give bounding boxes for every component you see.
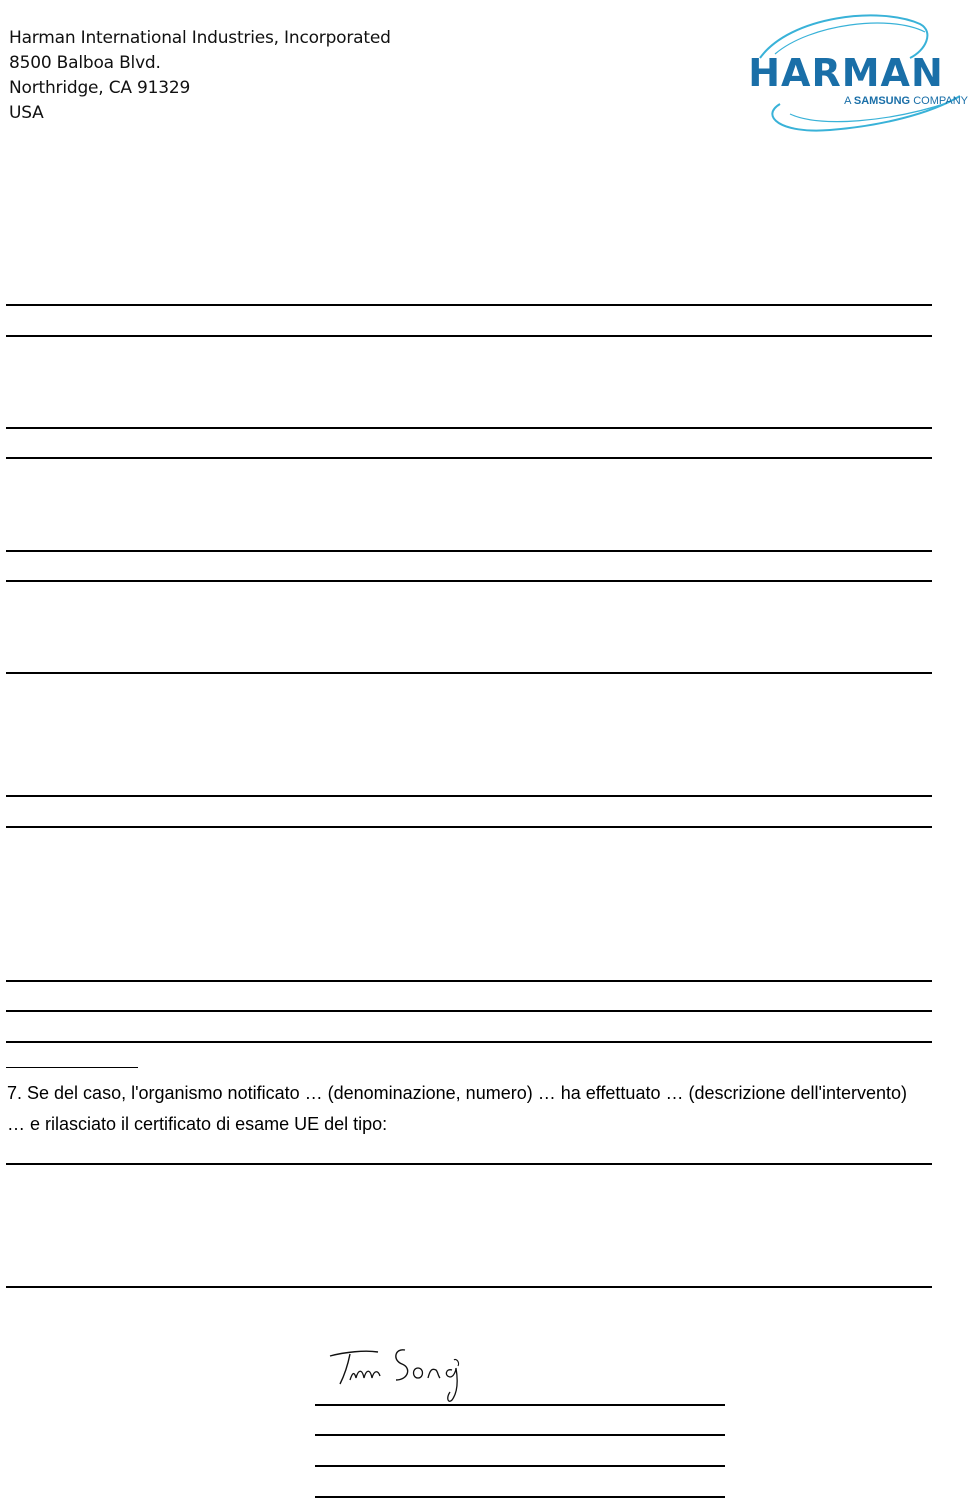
footnote-text: 7. Se del caso, l'organismo notificato … (denominazione, numero) … ha effettuato … (descrizione dell'intervento) … e rilasciato il certificato di esame UE del tipo:: [7, 1083, 908, 1134]
form-line: [6, 457, 932, 459]
svg-text:A SAMSUNG COMPAN: A SAMSUNG COMPANY: [844, 95, 968, 107]
signature-line: [315, 1465, 725, 1467]
company-name: Harman International Industries, Incorporated: [9, 28, 391, 48]
form-line: [6, 580, 932, 582]
city-line: Northridge, CA 91329: [9, 78, 191, 98]
country: USA: [9, 103, 44, 123]
harman-logo-graphic: [720, 6, 972, 136]
street-address: 8500 Balboa Blvd.: [9, 53, 161, 73]
footnote-separator: [6, 1067, 138, 1068]
form-line: [6, 826, 932, 828]
form-line: [6, 1010, 932, 1012]
form-line: [6, 1041, 932, 1043]
signature-line: [315, 1434, 725, 1436]
form-line: [6, 427, 932, 429]
form-line: [6, 304, 932, 306]
form-line: [6, 1163, 932, 1165]
sender-address: [9, 26, 391, 126]
form-line: [6, 335, 932, 337]
signature: [320, 1340, 480, 1410]
svg-text:HARMAN: HARMAN: [748, 51, 944, 95]
harman-logo: [720, 6, 972, 136]
signature-graphic: [320, 1340, 480, 1410]
form-line: [6, 672, 932, 674]
form-line: [6, 550, 932, 552]
form-line: [6, 980, 932, 982]
form-line: [6, 795, 932, 797]
form-line: [6, 1286, 932, 1288]
signature-line: [315, 1404, 725, 1406]
